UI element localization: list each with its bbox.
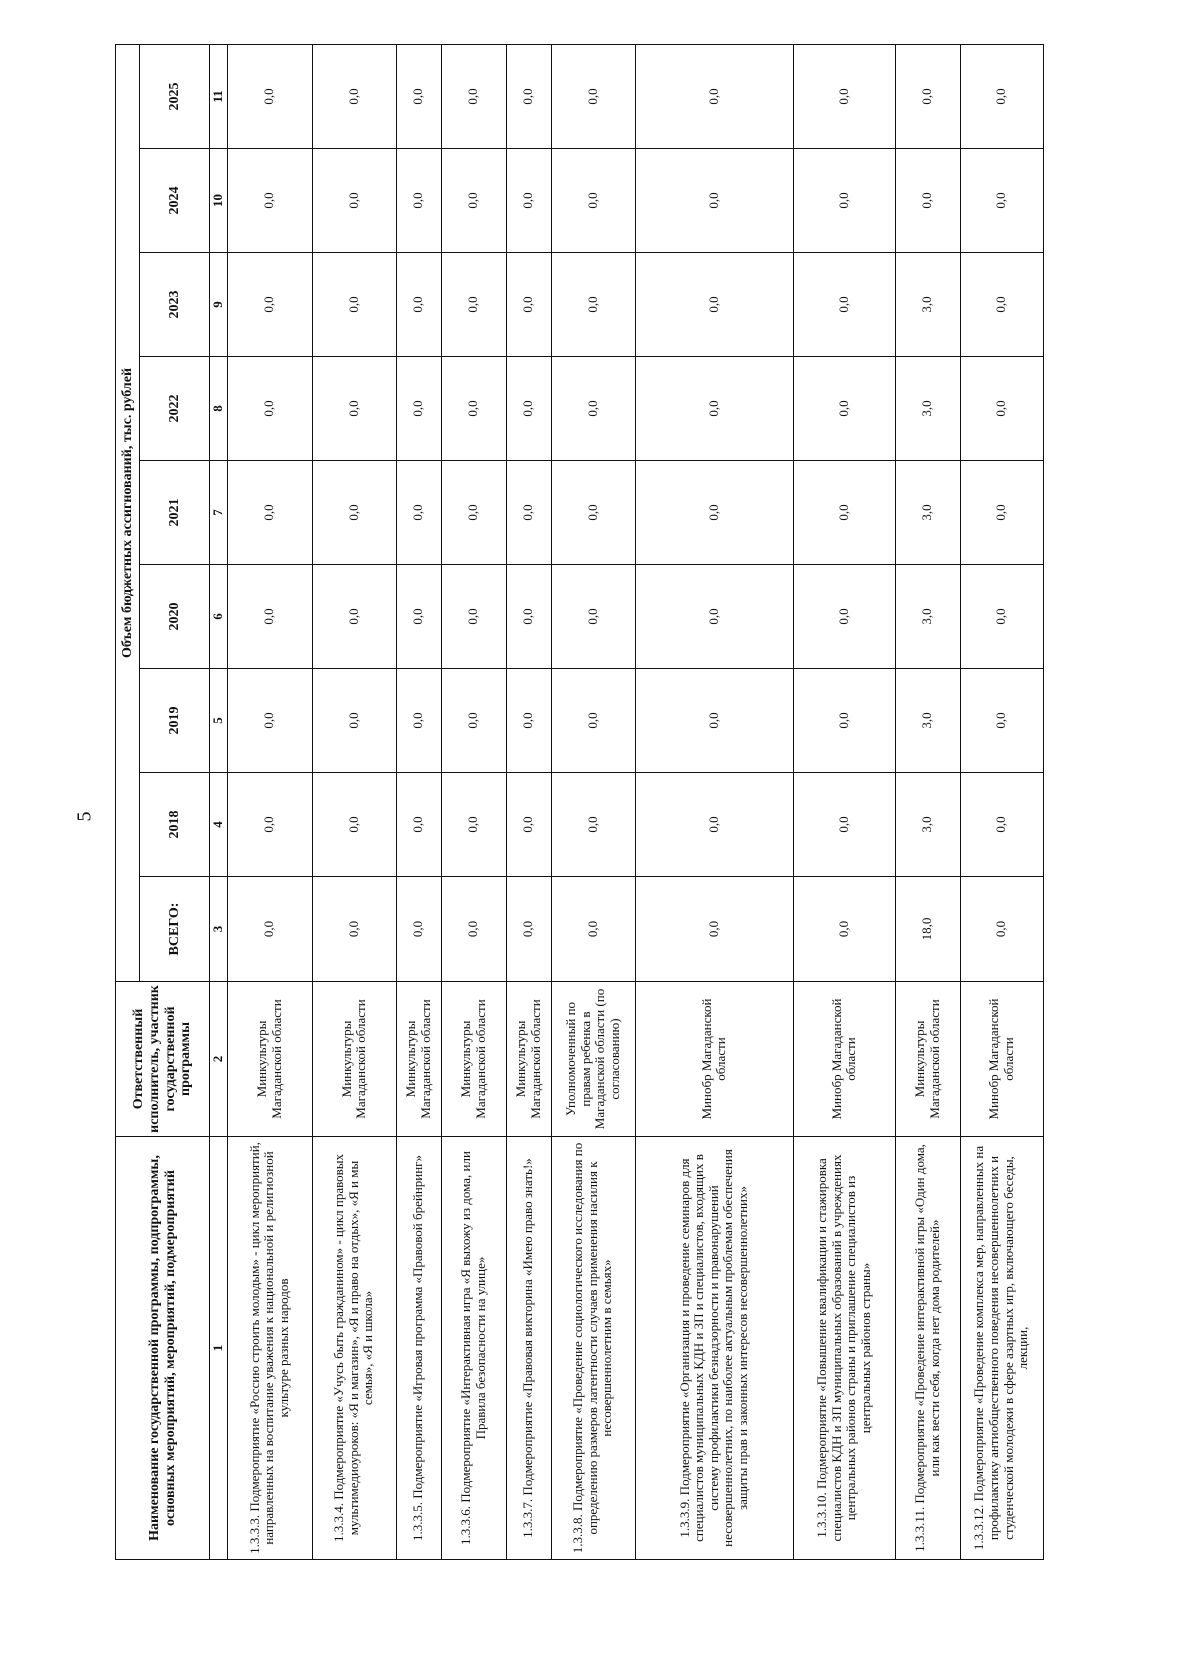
row-value: 0,0 <box>506 357 551 461</box>
row-value: 3,0 <box>895 253 960 357</box>
column-number: 10 <box>210 149 228 253</box>
row-value: 0,0 <box>312 461 396 565</box>
row-value: 0,0 <box>441 669 506 773</box>
row-value: 3,0 <box>895 565 960 669</box>
row-value: 0,0 <box>793 773 895 877</box>
row-value: 0,0 <box>396 461 441 565</box>
row-value: 0,0 <box>227 357 312 461</box>
row-name: 1.3.3.5. Подмероприятие «Игровая программа «Правовой брейнринг» <box>396 1137 441 1560</box>
row-value: 0,0 <box>960 565 1043 669</box>
row-name: 1.3.3.3. Подмероприятие «Россию строить молодым» - цикл мероприятий, направленных на воспитание уважения к национальной и религиозной культуре разных народов <box>227 1137 312 1560</box>
row-value: 0,0 <box>312 44 396 148</box>
row-value: 0,0 <box>960 669 1043 773</box>
row-executor: Минкультуры Магаданской области <box>227 982 312 1137</box>
column-number: 8 <box>210 357 228 461</box>
row-value: 0,0 <box>312 773 396 877</box>
row-executor: Минобр Магаданской области <box>960 982 1043 1137</box>
header-name: Наименование государственной программы, подпрограммы, основных мероприятий, мероприятий, подмероприятий <box>116 1137 210 1560</box>
row-value: 0,0 <box>551 357 635 461</box>
row-executor: Минкультуры Магаданской области <box>312 982 396 1137</box>
row-value: 0,0 <box>635 357 793 461</box>
row-value: 0,0 <box>635 253 793 357</box>
row-value: 0,0 <box>506 565 551 669</box>
row-value: 0,0 <box>793 44 895 148</box>
row-value: 0,0 <box>506 877 551 982</box>
column-number: 9 <box>210 253 228 357</box>
row-value: 0,0 <box>506 773 551 877</box>
row-value: 0,0 <box>635 461 793 565</box>
row-value: 0,0 <box>441 44 506 148</box>
table-row <box>960 44 1043 1559</box>
table-row <box>441 44 506 1559</box>
row-value: 0,0 <box>635 877 793 982</box>
header-budget: Объем бюджетных ассигнований, тыс. рублей <box>116 44 140 981</box>
row-value: 3,0 <box>895 773 960 877</box>
row-value: 0,0 <box>441 461 506 565</box>
row-name: 1.3.3.12. Подмероприятие «Проведение комплекса мер, направленных на профилактику антиобщественного поведения несовершеннолетних и студенческой молодежи в сфере азартных игр, включающего беседы, лекции, <box>960 1137 1043 1560</box>
row-value: 0,0 <box>312 877 396 982</box>
row-value: 0,0 <box>227 669 312 773</box>
row-value: 0,0 <box>396 253 441 357</box>
column-number: 6 <box>210 565 228 669</box>
row-value: 0,0 <box>551 461 635 565</box>
column-number: 4 <box>210 773 228 877</box>
row-value: 0,0 <box>227 877 312 982</box>
row-value: 0,0 <box>895 149 960 253</box>
header-executor: Ответственный исполнитель, участник государственной программы <box>116 982 210 1137</box>
row-value: 0,0 <box>396 44 441 148</box>
column-number: 7 <box>210 461 228 565</box>
column-number: 2 <box>210 982 228 1137</box>
row-value: 0,0 <box>396 669 441 773</box>
row-value: 3,0 <box>895 357 960 461</box>
row-value: 3,0 <box>895 461 960 565</box>
row-value: 0,0 <box>960 253 1043 357</box>
row-value: 0,0 <box>960 357 1043 461</box>
row-value: 0,0 <box>793 565 895 669</box>
table-row <box>635 44 793 1559</box>
row-name: 1.3.3.4. Подмероприятие «Учусь быть гражданином» - цикл правовых мультимедиоуроков: «Я и магазин», «Я и право на отдых», «Я и мы семья», «Я и школа» <box>312 1137 396 1560</box>
row-value: 0,0 <box>312 669 396 773</box>
table-row <box>312 44 396 1559</box>
row-name: 1.3.3.11. Подмероприятие «Проведение интерактивной игры «Один дома, или как вести себя, когда нет дома родителей» <box>895 1137 960 1560</box>
row-value: 0,0 <box>793 253 895 357</box>
row-value: 0,0 <box>396 357 441 461</box>
row-value: 0,0 <box>312 357 396 461</box>
row-name: 1.3.3.10. Подмероприятие «Повышение квалификации и стажировка специалистов КДН и ЗП муниципальных образований в учреждениях центральных районов страны и приглашение специалистов из центральных районов страны» <box>793 1137 895 1560</box>
row-value: 0,0 <box>960 773 1043 877</box>
row-value: 3,0 <box>895 669 960 773</box>
row-value: 0,0 <box>551 253 635 357</box>
row-value: 0,0 <box>960 461 1043 565</box>
header-year-2018: 2018 <box>140 773 210 877</box>
row-value: 0,0 <box>793 357 895 461</box>
row-value: 0,0 <box>506 149 551 253</box>
row-name: 1.3.3.7. Подмероприятие «Правовая викторина «Имею право знать!» <box>506 1137 551 1560</box>
row-value: 0,0 <box>551 565 635 669</box>
table-row <box>793 44 895 1559</box>
row-value: 0,0 <box>227 565 312 669</box>
row-value: 0,0 <box>441 877 506 982</box>
row-executor: Минкультуры Магаданской области <box>396 982 441 1137</box>
row-value: 0,0 <box>960 877 1043 982</box>
row-value: 0,0 <box>793 149 895 253</box>
row-executor: Минкультуры Магаданской области <box>895 982 960 1137</box>
row-value: 0,0 <box>793 669 895 773</box>
table-row <box>227 44 312 1559</box>
header-year-2020: 2020 <box>140 565 210 669</box>
header-year-2022: 2022 <box>140 357 210 461</box>
row-value: 0,0 <box>227 149 312 253</box>
row-name: 1.3.3.8. Подмероприятие «Проведение социологического исследования по определению размеров латентности случаев применения насилия к несовершеннолетним в семьях» <box>551 1137 635 1560</box>
row-value: 0,0 <box>895 44 960 148</box>
row-value: 18,0 <box>895 877 960 982</box>
header-year-2025: 2025 <box>140 44 210 148</box>
row-value: 0,0 <box>227 44 312 148</box>
column-number: 11 <box>210 44 228 148</box>
header-total: ВСЕГО: <box>140 877 210 982</box>
row-value: 0,0 <box>635 44 793 148</box>
row-value: 0,0 <box>441 253 506 357</box>
row-value: 0,0 <box>227 253 312 357</box>
row-name: 1.3.3.9. Подмероприятие «Организация и проведение семинаров для специалистов муниципальных КДН и ЗП и специалистов, входящих в систему профилактики безнадзорности и правонарушений несовершеннолетних, по наиболее актуальным проблемам обеспечения защиты прав и законных интересов несовершеннолетних» <box>635 1137 793 1560</box>
budget-table <box>115 44 1044 1560</box>
row-value: 0,0 <box>635 565 793 669</box>
row-value: 0,0 <box>551 149 635 253</box>
row-value: 0,0 <box>227 461 312 565</box>
row-value: 0,0 <box>441 149 506 253</box>
column-number: 3 <box>210 877 228 982</box>
column-number-row <box>210 44 228 1559</box>
header-year-2021: 2021 <box>140 461 210 565</box>
row-value: 0,0 <box>506 44 551 148</box>
table-row <box>506 44 551 1559</box>
row-value: 0,0 <box>396 877 441 982</box>
row-value: 0,0 <box>960 149 1043 253</box>
row-value: 0,0 <box>506 669 551 773</box>
row-value: 0,0 <box>635 149 793 253</box>
row-value: 0,0 <box>960 44 1043 148</box>
header-year-2019: 2019 <box>140 669 210 773</box>
column-number: 5 <box>210 669 228 773</box>
row-value: 0,0 <box>441 773 506 877</box>
table-row <box>895 44 960 1559</box>
row-value: 0,0 <box>635 773 793 877</box>
row-value: 0,0 <box>312 253 396 357</box>
row-value: 0,0 <box>312 565 396 669</box>
table-row <box>396 44 441 1559</box>
row-value: 0,0 <box>506 461 551 565</box>
row-value: 0,0 <box>396 773 441 877</box>
row-executor: Минобр Магаданской области <box>793 982 895 1137</box>
row-executor: Минкультуры Магаданской области <box>506 982 551 1137</box>
row-value: 0,0 <box>396 149 441 253</box>
row-value: 0,0 <box>635 669 793 773</box>
row-executor: Уполномоченный по правам ребенка в Магаданской области (по согласованию) <box>551 982 635 1137</box>
row-name: 1.3.3.6. Подмероприятие «Интерактивная игра «Я выхожу из дома, или Правила безопасности на улице» <box>441 1137 506 1560</box>
page-number: 5 <box>73 811 96 822</box>
row-executor: Минкультуры Магаданской области <box>441 982 506 1137</box>
row-value: 0,0 <box>793 461 895 565</box>
column-number: 1 <box>210 1137 228 1560</box>
rotated-table-frame <box>115 45 1040 1560</box>
row-value: 0,0 <box>551 773 635 877</box>
row-value: 0,0 <box>441 565 506 669</box>
row-value: 0,0 <box>506 253 551 357</box>
table-row <box>551 44 635 1559</box>
row-value: 0,0 <box>551 877 635 982</box>
row-value: 0,0 <box>551 669 635 773</box>
header-year-2024: 2024 <box>140 149 210 253</box>
row-value: 0,0 <box>227 773 312 877</box>
row-value: 0,0 <box>441 357 506 461</box>
row-value: 0,0 <box>396 565 441 669</box>
header-year-2023: 2023 <box>140 253 210 357</box>
row-value: 0,0 <box>551 44 635 148</box>
row-executor: Минобр Магаданской области <box>635 982 793 1137</box>
row-value: 0,0 <box>312 149 396 253</box>
row-value: 0,0 <box>793 877 895 982</box>
